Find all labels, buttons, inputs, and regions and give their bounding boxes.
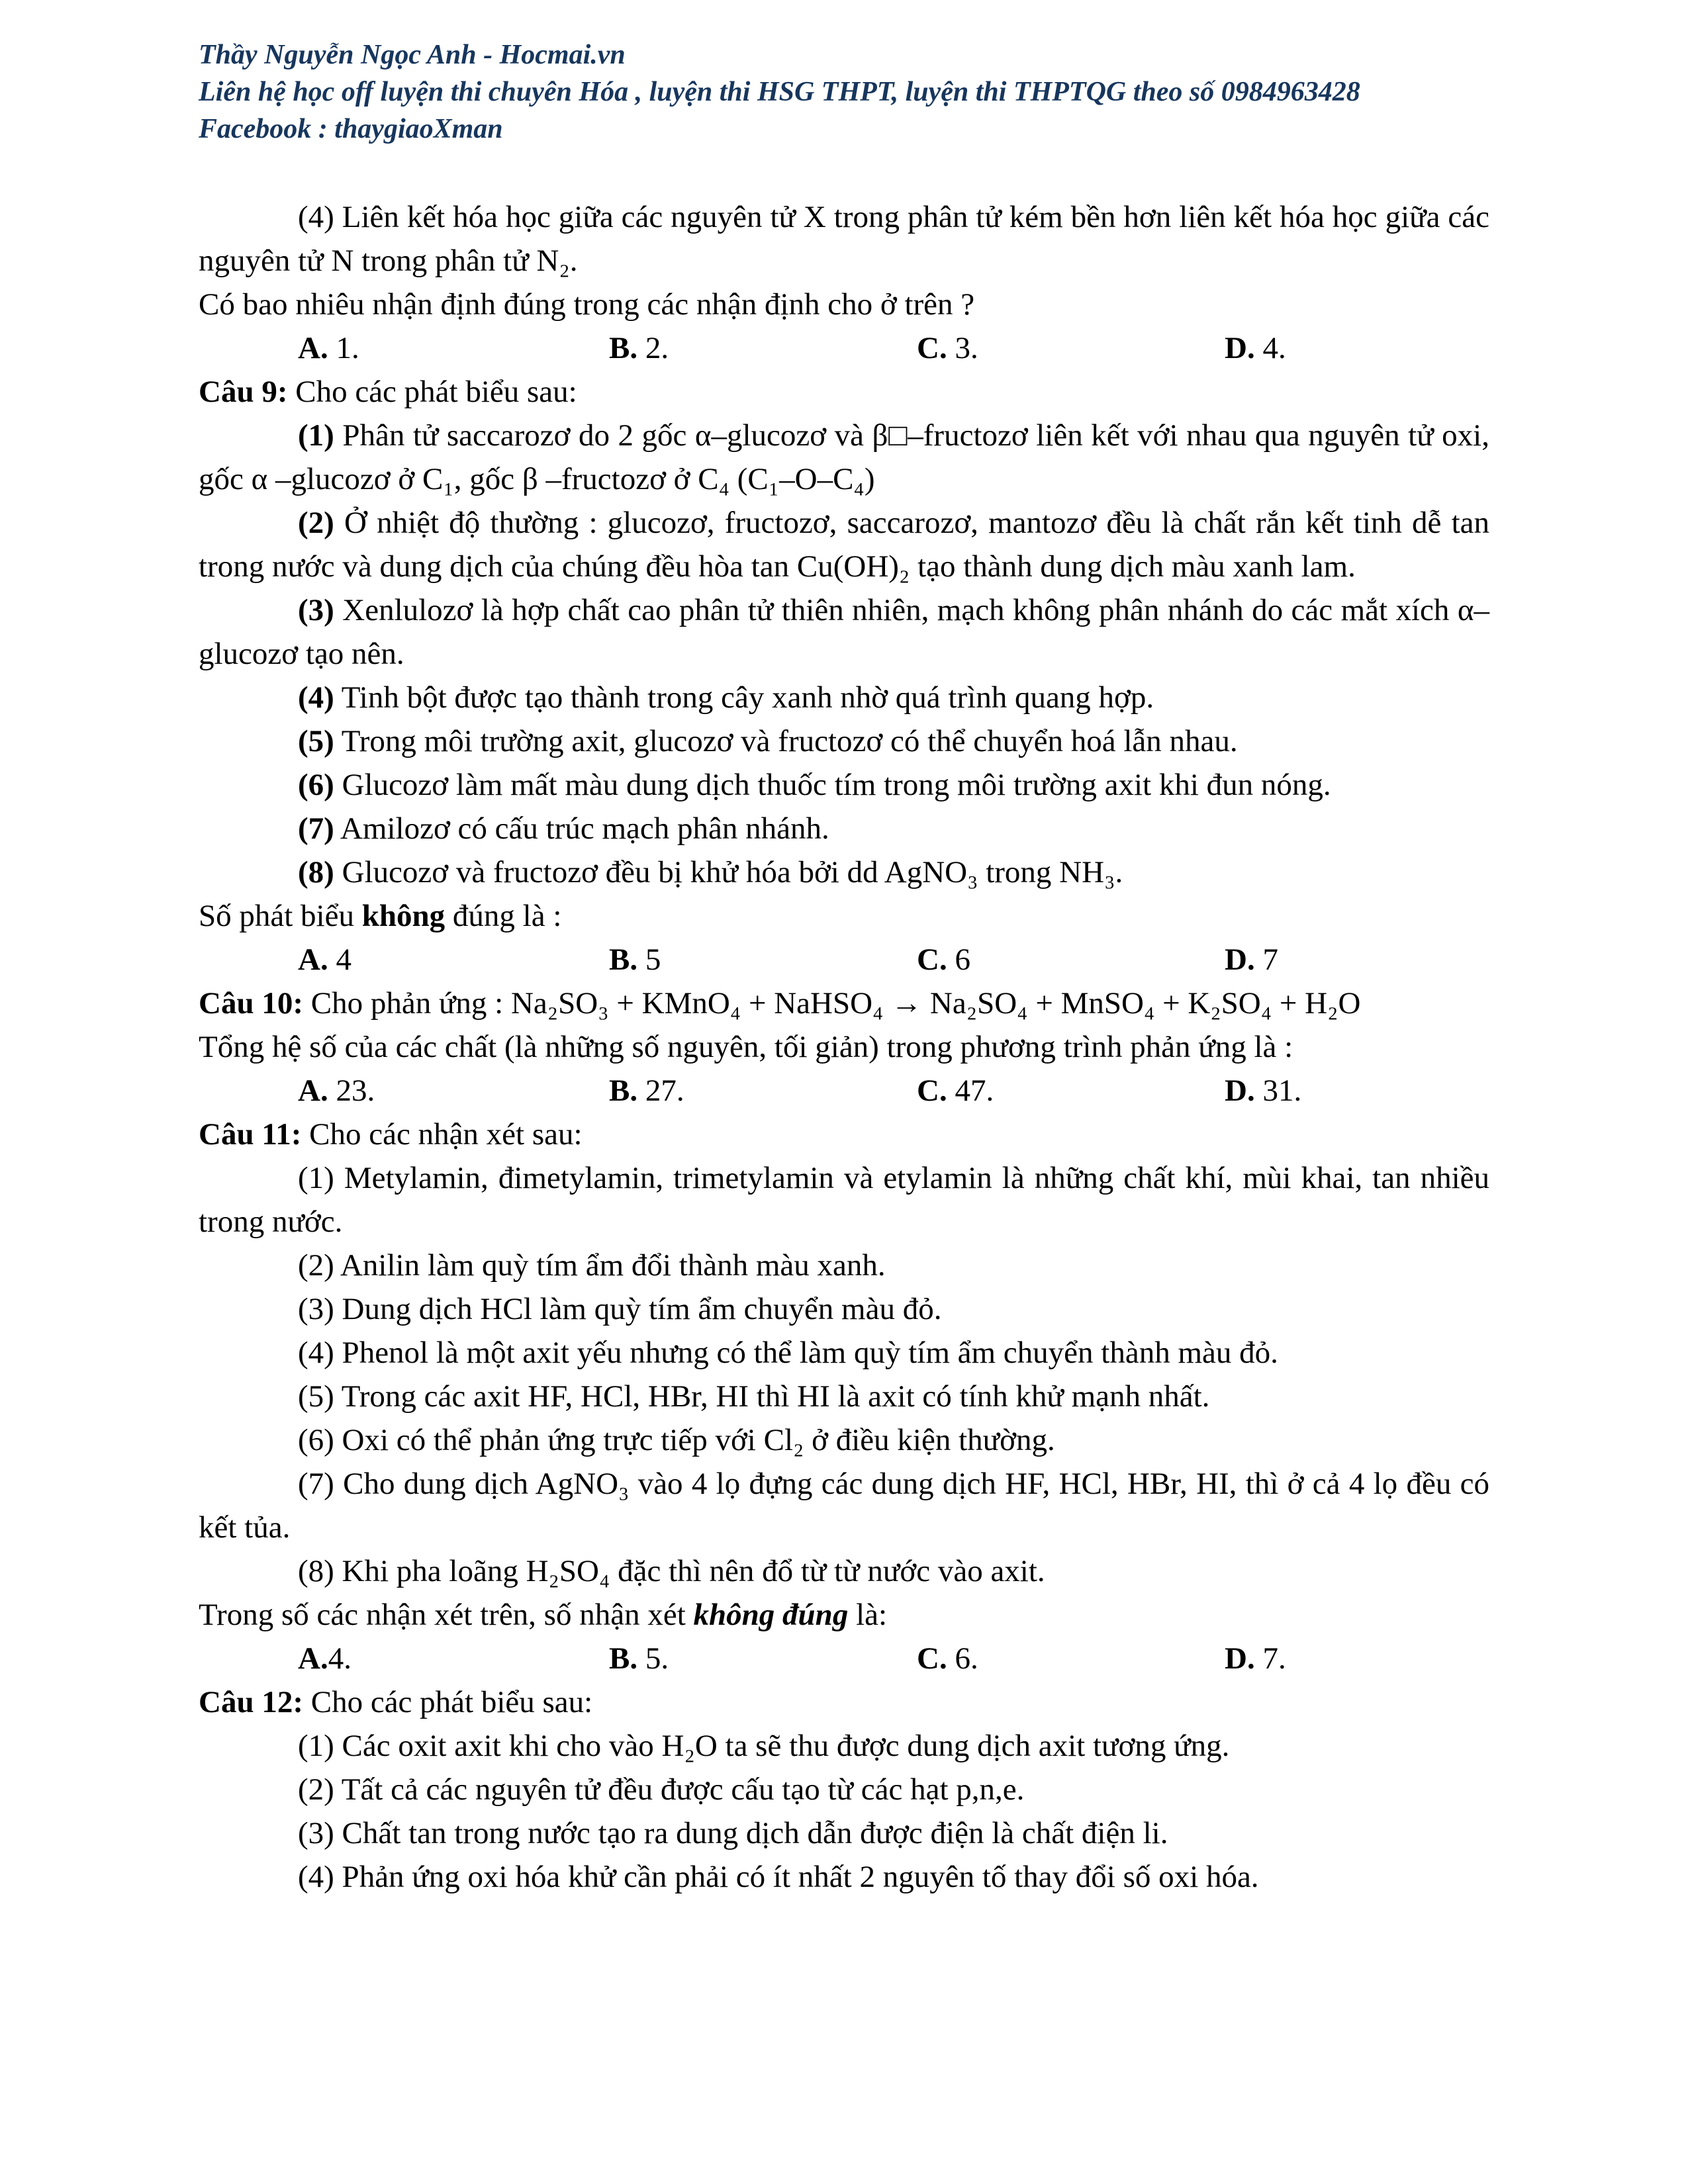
option-value-b: 5. [637, 1641, 669, 1676]
q9-statement-7 [199, 807, 1489, 850]
q9-option-b [609, 938, 917, 981]
option-label-a: A. [298, 942, 328, 977]
q11-statement-6: (6) Oxi có thể phản ứng trực tiếp với Cl₂ ở điều kiện thường. [298, 1423, 1055, 1457]
q11-title-label: Câu 11: [199, 1117, 302, 1152]
option-value-d: 7. [1254, 1641, 1286, 1676]
q9-statement-3 [199, 588, 1489, 676]
option-label-c: C. [917, 942, 947, 977]
q11-title [199, 1113, 1489, 1156]
option-label-b: B. [609, 942, 638, 977]
q12-title-text: Cho các phát biểu sau: [303, 1685, 593, 1719]
option-value-a: 4. [328, 1641, 352, 1676]
q9-statement-8 [199, 850, 1489, 894]
q11-statement-7: (7) Cho dung dịch AgNO₃ vào 4 lọ đựng các dung dịch HF, HCl, HBr, HI, thì ở cả 4 lọ đều có kết tủa. [199, 1467, 1489, 1545]
statement-text: Tinh bột được tạo thành trong cây xanh nhờ quá trình quang hợp. [334, 680, 1154, 715]
q11-statement-3: (3) Dung dịch HCl làm quỳ tím ẩm chuyển màu đỏ. [298, 1292, 942, 1326]
statement-text: Glucozơ và fructozơ đều bị khử hóa bởi dd AgNO₃ trong NH₃. [334, 855, 1123, 889]
statement-number: (1) [298, 418, 334, 453]
q9-closing-bold: không [361, 899, 445, 933]
q10-closing-line: Tổng hệ số của các chất (là những số nguyên, tối giản) trong phương trình phản ứng là : [199, 1030, 1293, 1064]
option-value-d: 7 [1254, 942, 1278, 977]
q9-option-d [1225, 938, 1489, 981]
q9-statement-5 [199, 719, 1489, 763]
option-value-b: 2. [637, 331, 669, 365]
q11-statement-4: (4) Phenol là một axit yếu nhưng có thể làm quỳ tím ẩm chuyển thành màu đỏ. [298, 1336, 1278, 1370]
q9-answer-options-row [199, 938, 1489, 981]
option-label-a: A. [298, 1641, 328, 1676]
q9-option-c [917, 938, 1225, 981]
q8-question-line: Có bao nhiêu nhận định đúng trong các nhận định cho ở trên ? [199, 287, 975, 322]
option-value-a: 1. [328, 331, 359, 365]
q9-title-label: Câu 9: [199, 375, 288, 409]
statement-text: Phân tử saccarozơ do 2 gốc α–glucozơ và β□–fructozơ liên kết với nhau qua nguyên tử oxi, gốc α –glucozơ ở C₁, gốc β –fructozơ ở C₄ (C₁–O–C₄) [199, 418, 1489, 496]
q8-option-a [298, 326, 609, 370]
option-label-b: B. [609, 1073, 638, 1108]
option-value-c: 6 [947, 942, 970, 977]
q8-statement-4: (4) Liên kết hóa học giữa các nguyên tử X trong phân tử kém bền hơn liên kết hóa học giữa các nguyên tử N trong phân tử N₂. [199, 200, 1489, 278]
option-label-d: D. [1225, 1641, 1255, 1676]
q10-equation: Cho phản ứng : Na₂SO₃ + KMnO₄ + NaHSO₄ → Na₂SO₄ + MnSO₄ + K₂SO₄ + H₂O [303, 986, 1361, 1021]
q9-closing-pre: Số phát biểu [199, 899, 362, 933]
q9-statement-4 [199, 676, 1489, 719]
q11-statement-5: (5) Trong các axit HF, HCl, HBr, HI thì HI là axit có tính khử mạnh nhất. [298, 1379, 1210, 1414]
q9-closing-line [199, 894, 1489, 938]
q11-option-c [917, 1637, 1225, 1680]
statement-number: (6) [298, 768, 334, 802]
q12-title-label: Câu 12: [199, 1685, 303, 1719]
q11-statement-1: (1) Metylamin, đimetylamin, trimetylamin và etylamin là những chất khí, mùi khai, tan nhiều trong nước. [199, 1161, 1489, 1239]
option-value-a: 4 [328, 942, 352, 977]
option-value-d: 4. [1254, 331, 1286, 365]
q10-option-a [298, 1069, 609, 1113]
option-value-c: 6. [947, 1641, 978, 1676]
q11-option-d [1225, 1637, 1489, 1680]
statement-number: (3) [298, 593, 334, 627]
option-value-c: 3. [947, 331, 978, 365]
q10-answer-options-row [199, 1069, 1489, 1113]
q10-option-c [917, 1069, 1225, 1113]
q10-title-label: Câu 10: [199, 986, 303, 1021]
statement-number: (2) [298, 506, 334, 540]
q12-statement-1: (1) Các oxit axit khi cho vào H₂O ta sẽ thu được dung dịch axit tương ứng. [298, 1729, 1230, 1763]
q11-statement-8: (8) Khi pha loãng H₂SO₄ đặc thì nên đổ từ từ nước vào axit. [298, 1554, 1045, 1588]
option-label-c: C. [917, 1641, 947, 1676]
q9-title-text: Cho các phát biểu sau: [287, 375, 577, 409]
statement-number: (7) [298, 811, 334, 846]
q8-answer-options-row [199, 326, 1489, 370]
option-value-a: 23. [328, 1073, 375, 1108]
q8-option-d [1225, 326, 1489, 370]
q11-closing-pre: Trong số các nhận xét trên, số nhận xét [199, 1598, 694, 1632]
option-label-d: D. [1225, 1073, 1255, 1108]
header-contact-line: Liên hệ học off luyện thi chuyên Hóa , luyện thi HSG THPT, luyện thi THPTQG theo số 0984963428 [199, 77, 1360, 107]
q11-closing-post: là: [848, 1598, 888, 1632]
header-author-line: Thầy Nguyễn Ngọc Anh - Hocmai.vn [199, 40, 626, 70]
option-value-c: 47. [947, 1073, 994, 1108]
statement-text: Xenlulozơ là hợp chất cao phân tử thiên nhiên, mạch không phân nhánh do các mắt xích α–glucozơ tạo nên. [199, 593, 1489, 671]
option-label-c: C. [917, 1073, 947, 1108]
statement-number: (5) [298, 724, 334, 758]
option-label-b: B. [609, 331, 638, 365]
statement-text: Trong môi trường axit, glucozơ và fructozơ có thể chuyển hoá lẫn nhau. [334, 724, 1238, 758]
q11-closing-bold: không đúng [693, 1598, 849, 1632]
q11-option-b [609, 1637, 917, 1680]
option-label-a: A. [298, 331, 328, 365]
q11-statement-2: (2) Anilin làm quỳ tím ẩm đổi thành màu xanh. [298, 1248, 886, 1283]
q12-statement-3: (3) Chất tan trong nước tạo ra dung dịch dẫn được điện là chất điện li. [298, 1816, 1168, 1850]
q9-statement-2 [199, 501, 1489, 588]
q11-title-text: Cho các nhận xét sau: [301, 1117, 583, 1152]
statement-number: (8) [298, 855, 334, 889]
option-label-b: B. [609, 1641, 638, 1676]
q9-option-a [298, 938, 609, 981]
q8-option-b [609, 326, 917, 370]
statement-text: Amilozơ có cấu trúc mạch phân nhánh. [334, 811, 829, 846]
q11-closing-line [199, 1593, 1489, 1637]
q9-title [199, 370, 1489, 414]
q12-statement-4: (4) Phản ứng oxi hóa khử cần phải có ít nhất 2 nguyên tố thay đổi số oxi hóa. [298, 1860, 1259, 1894]
statement-text: Glucozơ làm mất màu dung dịch thuốc tím trong môi trường axit khi đun nóng. [334, 768, 1331, 802]
option-label-c: C. [917, 331, 947, 365]
option-value-b: 27. [637, 1073, 684, 1108]
document-header [199, 36, 1489, 148]
option-label-a: A. [298, 1073, 328, 1108]
q11-answer-options-row [199, 1637, 1489, 1680]
option-value-b: 5 [637, 942, 661, 977]
statement-text: Ở nhiệt độ thường : glucozơ, fructozơ, saccarozơ, mantozơ đều là chất rắn kết tinh dễ tan trong nước và dung dịch của chúng đều hòa tan Cu(OH)₂ tạo thành dung dịch màu xanh lam. [199, 506, 1489, 584]
q9-closing-post: đúng là : [445, 899, 562, 933]
q10-option-d [1225, 1069, 1489, 1113]
document-body [199, 195, 1489, 1899]
q12-statement-2: (2) Tất cả các nguyên tử đều được cấu tạo từ các hạt p,n,e. [298, 1772, 1025, 1807]
option-label-d: D. [1225, 331, 1255, 365]
q9-statement-1 [199, 414, 1489, 501]
q10-title [199, 981, 1489, 1025]
q10-option-b [609, 1069, 917, 1113]
statement-number: (4) [298, 680, 334, 715]
option-label-d: D. [1225, 942, 1255, 977]
option-value-d: 31. [1254, 1073, 1302, 1108]
q12-title [199, 1680, 1489, 1724]
header-facebook-line: Facebook : thaygiaoXman [199, 114, 503, 144]
q8-option-c [917, 326, 1225, 370]
q11-option-a [298, 1637, 609, 1680]
q9-statement-6 [199, 763, 1489, 807]
